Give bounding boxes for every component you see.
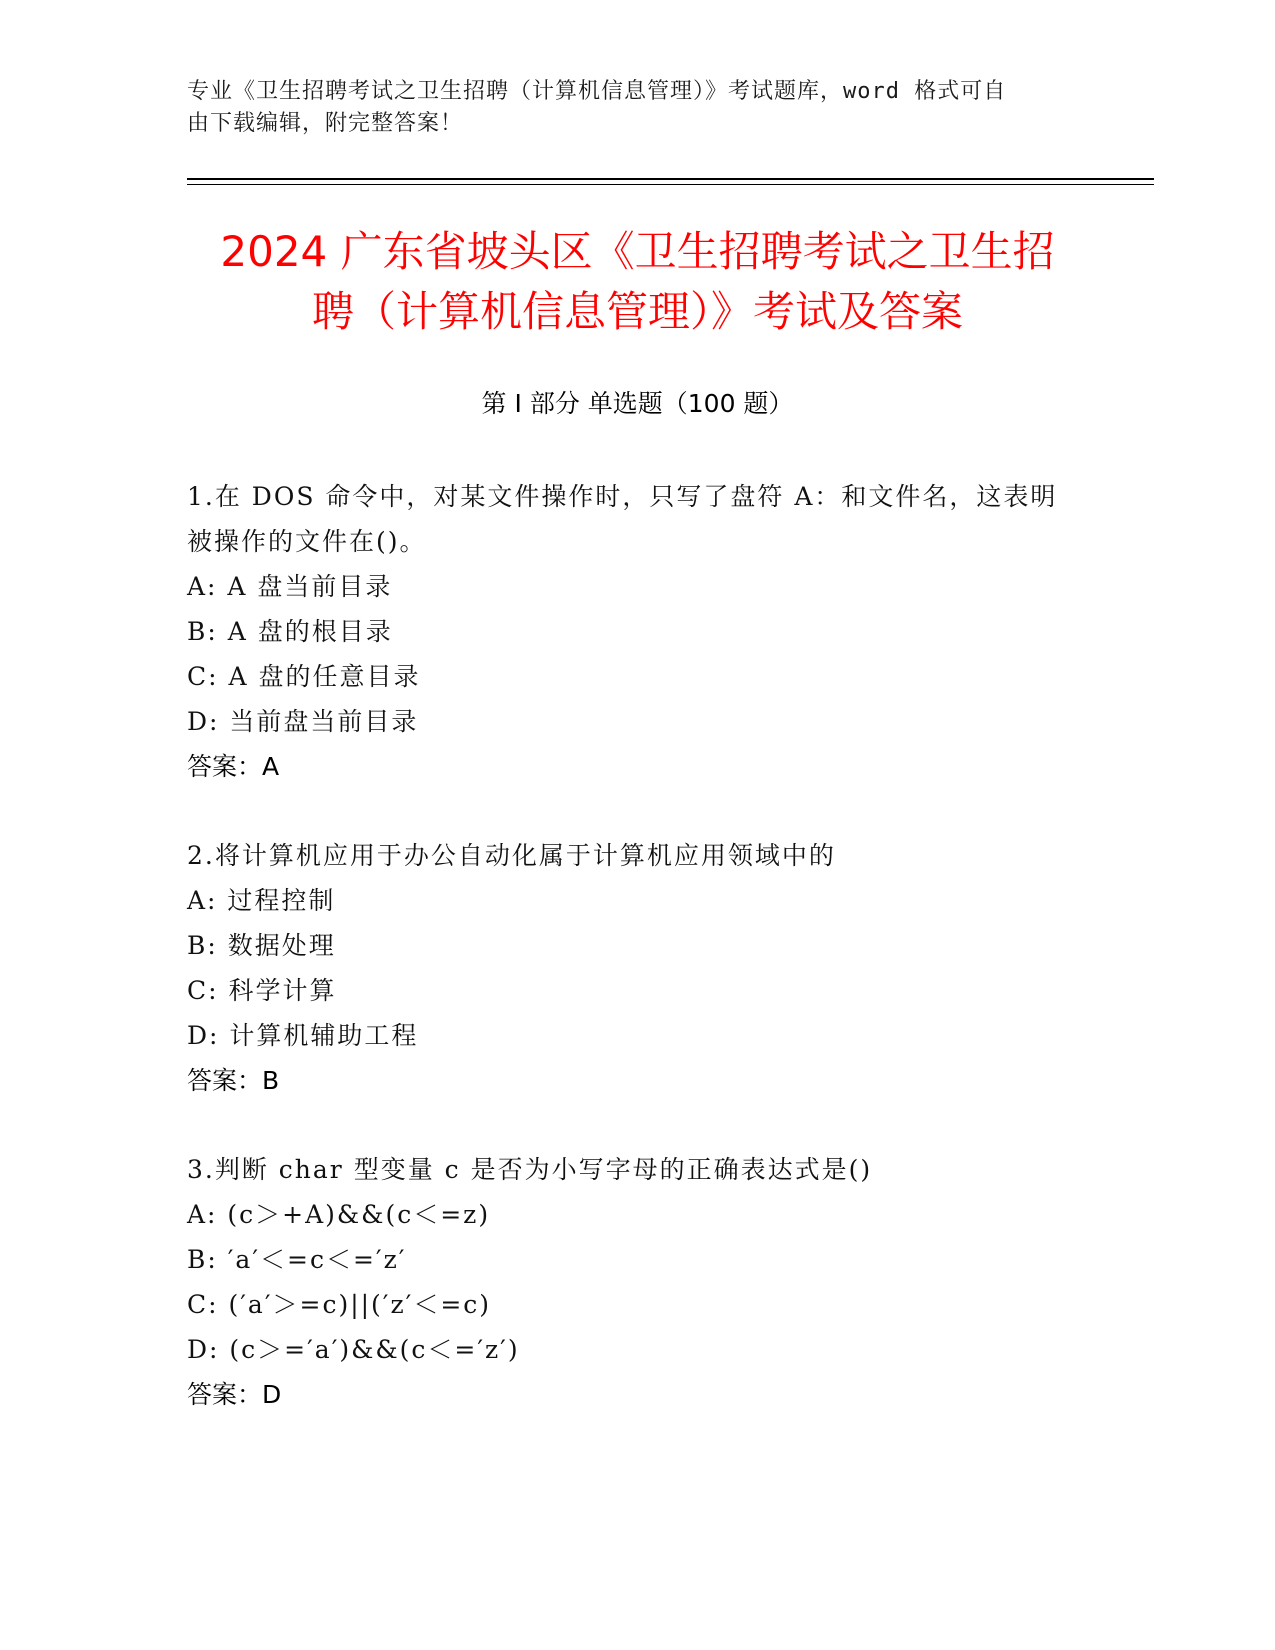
correct-answer: 答案：D [187,1380,282,1409]
question-stem-line: 被操作的文件在()。 [187,527,427,556]
question-stem [187,833,1087,878]
header-note-line: 专业《卫生招聘考试之卫生招聘（计算机信息管理）》考试题库，word 格式可自 [187,79,1007,104]
header-note-line: 由下载编辑，附完整答案！ [187,111,464,136]
answer-option: D: 当前盘当前目录 [187,707,419,736]
answer-option: B: ′a′＜=c＜=′z′ [187,1245,407,1274]
question-stem [187,1147,1087,1192]
header-divider-thick [187,178,1154,180]
question-stem-line: 2.将计算机应用于办公自动化属于计算机应用领域中的 [187,841,836,870]
question-item [187,1147,1087,1417]
correct-answer: 答案：B [187,1066,280,1095]
answer-option: C: 科学计算 [187,976,337,1005]
correct-answer: 答案：A [187,752,280,781]
header-divider-thin [187,184,1154,185]
question-item [187,833,1087,1103]
document-title-line: 聘（计算机信息管理）》考试及答案 [311,287,963,336]
question-stem [187,474,1087,564]
section-heading: 第 I 部分 单选题（100 题） [481,389,794,418]
answer-option: C: (′a′＞=c)||(′z′＜=c) [187,1290,492,1319]
question-stem-line: 1.在 DOS 命令中，对某文件操作时，只写了盘符 A：和文件名，这表明 [187,482,1058,511]
question-stem-line: 3.判断 char 型变量 c 是否为小写字母的正确表达式是() [187,1155,873,1184]
answer-option: D: (c＞=′a′)&&(c＜=′z′) [187,1335,520,1364]
question-list [187,474,1087,1461]
question-item [187,474,1087,789]
document-title-line: 2024 广东省坡头区《卫生招聘考试之卫生招 [220,227,1055,276]
answer-option: B: A 盘的根目录 [187,617,393,646]
answer-option: A: 过程控制 [187,886,336,915]
answer-option: B: 数据处理 [187,931,336,960]
document-title [150,222,1125,342]
answer-option: A: A 盘当前目录 [187,572,393,601]
header-note [187,76,1067,140]
answer-option: D: 计算机辅助工程 [187,1021,419,1050]
answer-option: A: (c＞+A)&&(c＜=z) [187,1200,491,1229]
answer-option: C: A 盘的任意目录 [187,662,421,691]
